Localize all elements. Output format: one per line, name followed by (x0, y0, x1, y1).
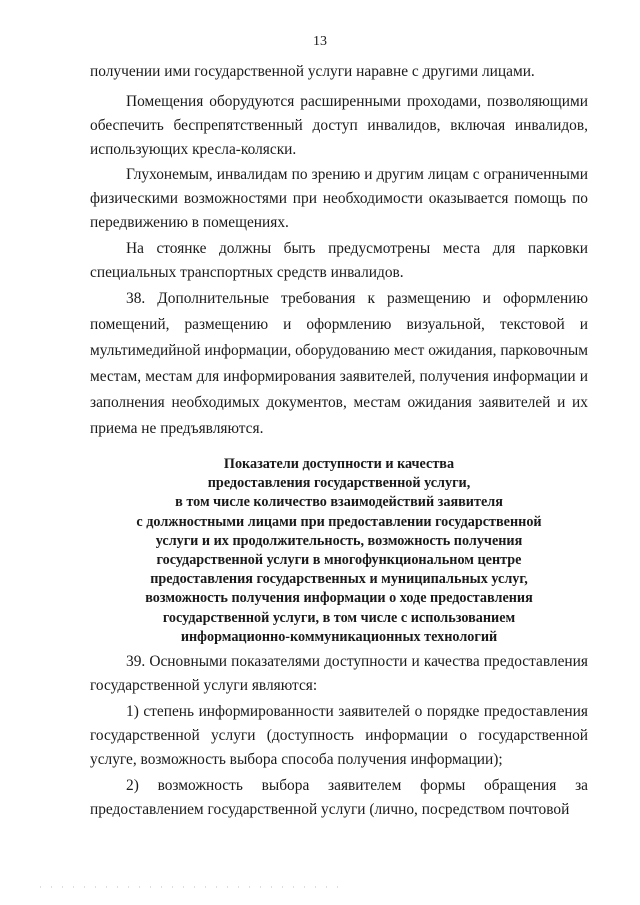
heading-line: услуги и их продолжительность, возможность получения (155, 532, 523, 549)
heading-line: государственной услуги в многофункциональном центре (156, 552, 522, 569)
list-item-2: 2) возможность выбора заявителем формы обращения за предоставлением государственной услуги (лично, посредством почтовой (90, 777, 588, 818)
paragraph-premises: Помещения оборудуются расширенными проходами, позволяющими обеспечить беспрепятственный доступ инвалидов, включая инвалидов, использующих кресла-коляски. (90, 93, 588, 158)
paragraph-parking: На стоянке должны быть предусмотрены места для парковки специальных транспортных средств инвалидов. (90, 240, 588, 281)
heading-line: государственной услуги, в том числе с использованием (162, 609, 516, 626)
heading-line: в том числе количество взаимодействий заявителя (175, 494, 503, 511)
heading-line: Показатели доступности и качества (223, 456, 455, 472)
page-number: 13 (313, 34, 327, 49)
scan-artifact (40, 886, 340, 888)
heading-line: информационно-коммуникационных технологий (180, 628, 498, 645)
heading-line: возможность получения информации о ходе предоставления (145, 590, 533, 607)
paragraph-38: 38. Дополнительные требования к размещению и оформлению помещений, размещению и оформлению визуальной, текстовой и мультимедийной информации, оборудованию мест ожидания, парковочным местам, местам для информирования заявителей, получения информации и заполнения необходимых документов, местам ожидания заявителей и их приема не предъявляются. (90, 290, 588, 437)
list-item-1: 1) степень информированности заявителей о порядке предоставления государственной услуги (доступность информации о государственной услуге, возможность выбора способа получения информации); (90, 703, 588, 768)
heading-line: предоставления государственных и муниципальных услуг, (150, 571, 528, 588)
section-heading (90, 455, 588, 647)
heading-line: с должностными лицами при предоставлении государственной (136, 513, 542, 530)
paragraph-39: 39. Основными показателями доступности и качества предоставления государственной услуги являются: (90, 653, 588, 694)
paragraph-assistance: Глухонемым, инвалидам по зрению и другим лицам с ограниченными физическими возможностями при необходимости оказывается помощь по передвижению в помещениях. (90, 166, 588, 231)
heading-line: предоставления государственной услуги, (207, 475, 471, 492)
paragraph-continuation: получении ими государственной услуги наравне с другими лицами. (90, 63, 535, 80)
